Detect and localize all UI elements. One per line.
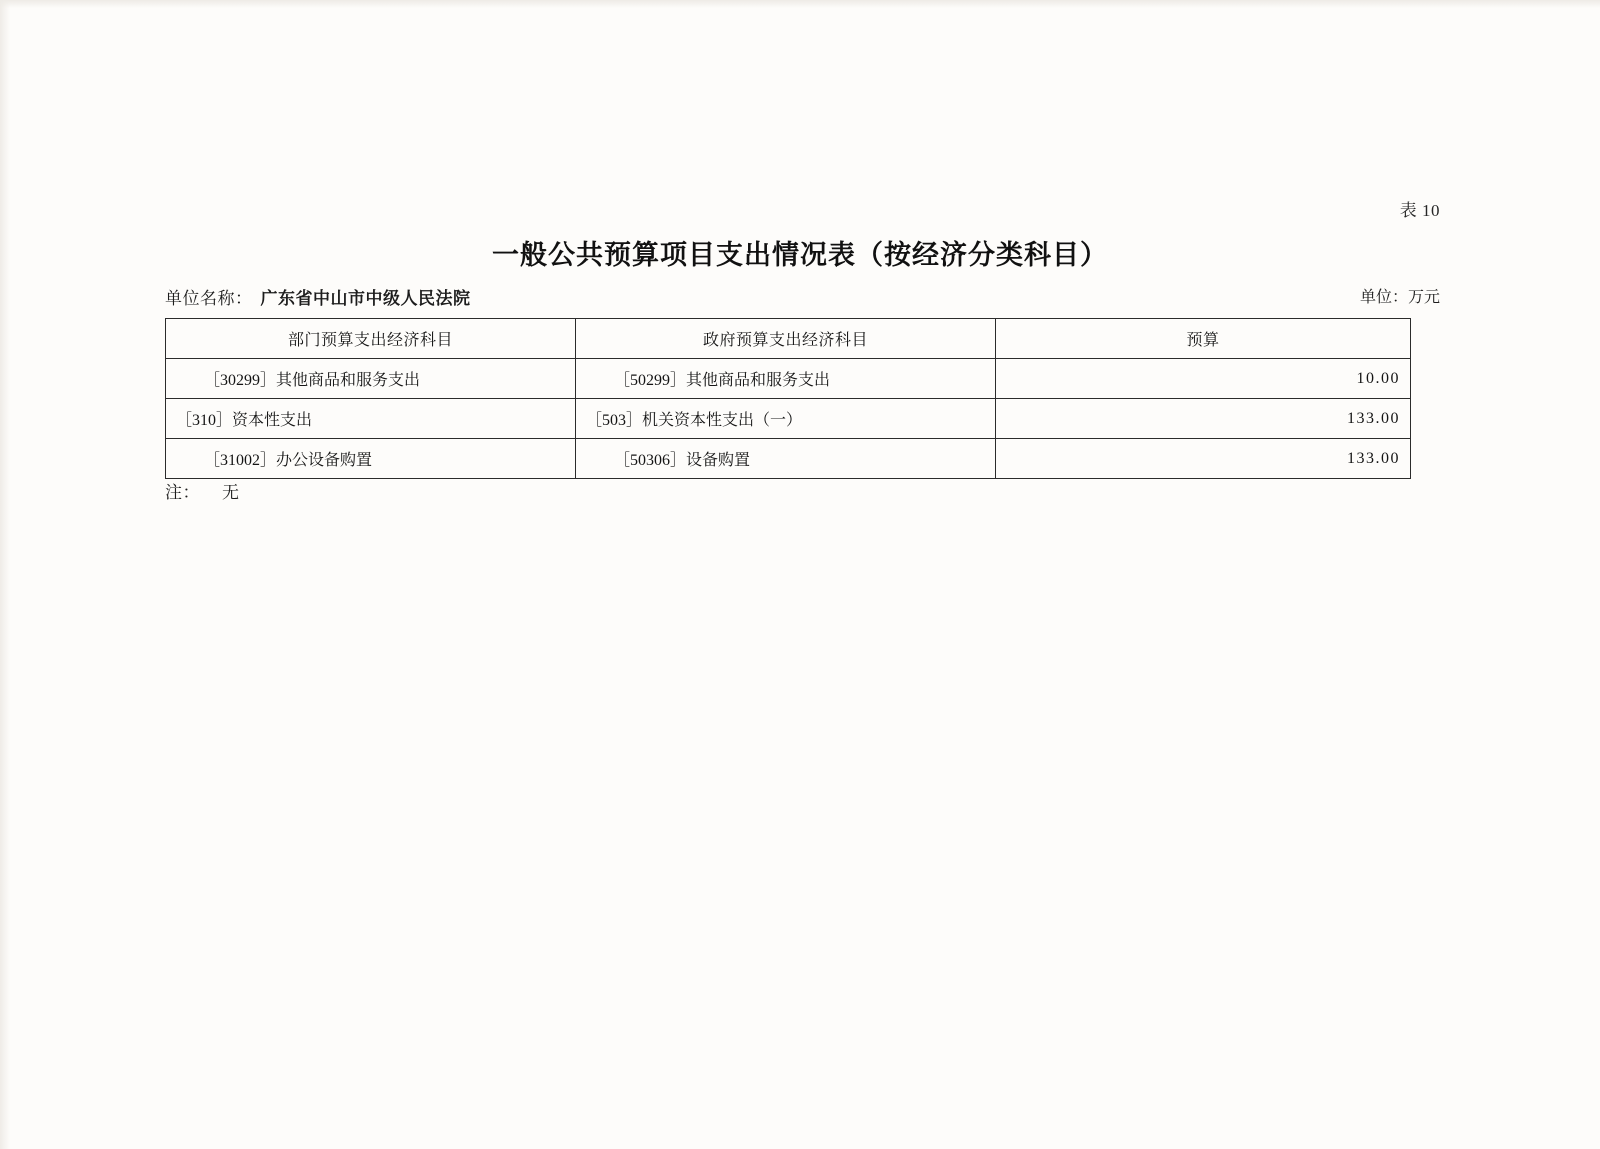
unit-name: [165, 284, 471, 309]
page-title: 一般公共预算项目支出情况表（按经济分类科目）: [492, 240, 1108, 270]
note-value: 无: [222, 483, 240, 502]
cell-budget-amount: 133.00: [996, 399, 1411, 439]
table-row: [166, 359, 1411, 399]
table-row: [166, 439, 1411, 479]
cell-department-subject: ［31002］办公设备购置: [166, 439, 576, 479]
note-label: 注：: [165, 483, 200, 502]
unit-name-value: 广东省中山市中级人民法院: [260, 289, 471, 308]
cell-department-subject: ［310］资本性支出: [166, 399, 576, 439]
cell-government-subject: ［50299］其他商品和服务支出: [576, 359, 996, 399]
column-header-budget: 预算: [996, 319, 1411, 359]
table-row: [166, 399, 1411, 439]
cell-budget-amount: 133.00: [996, 439, 1411, 479]
table-note: [165, 478, 240, 503]
cell-budget-amount: 10.00: [996, 359, 1411, 399]
scan-edge-top: [0, 0, 1600, 8]
unit-measure: 单位：万元: [1359, 289, 1440, 306]
unit-name-label: 单位名称：: [165, 289, 253, 308]
budget-table: [165, 318, 1411, 479]
column-header-government: 政府预算支出经济科目: [576, 319, 996, 359]
scan-edge-left: [0, 0, 10, 1149]
column-header-department: 部门预算支出经济科目: [166, 319, 576, 359]
document-meta: [165, 284, 1440, 308]
table-header-row: [166, 319, 1411, 359]
cell-government-subject: ［50306］设备购置: [576, 439, 996, 479]
cell-government-subject: ［503］机关资本性支出（一）: [576, 399, 996, 439]
sheet-label: 表 10: [1399, 201, 1440, 220]
cell-department-subject: ［30299］其他商品和服务支出: [166, 359, 576, 399]
